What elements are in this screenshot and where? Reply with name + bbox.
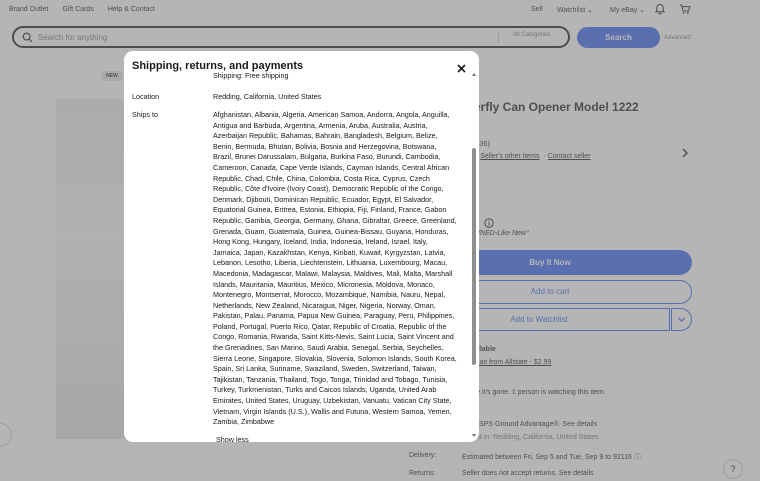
location-label: Location — [132, 92, 160, 101]
dialog-title: Shipping, returns, and payments — [132, 60, 304, 72]
shipping-cost: Shipping: Free shipping — [213, 71, 289, 80]
ships-to-label: Ships to — [132, 110, 158, 119]
ships-to-value: Afghanistan, Albania, Algeria, American Samoa, Andorra, Angola, Anguilla, Antigua and Barbuda, Argentina, Armenia, Aruba, Australia, Austria, Azerbaijan Republic, Bahamas, Bahrain, Bangladesh, Belgium, Belize, Benin, Bermuda, Bhutan, Bolivia, Bosnia and Herzegovina, Botswana, Brazil, Brunei Darussalam, Bulgaria, Burkina Faso, Burundi, Cambodia, Cameroon, Canada, Cape Verde Islands, Cayman Islands, Central African Republic, Chad, Chile, China, Colombia, Costa Rica, Cyprus, Czech Republic, Côte d'Ivoire (Ivory Coast), Democratic Republic of the Congo, Denmark, Djibouti, Dominican Republic, Ecuador, Egypt, El Salvador, Equatorial Guinea, Eritrea, Estonia, Ethiopia, Fiji, Finland, France, Gabon Republic, Gambia, Georgia, Germany, Ghana, Gibraltar, Greece, Greenland, Grenada, Guam, Guatemala, Guinea, Guinea-Bissau, Guyana, Honduras, Hong Kong, Hungary, Iceland, India, Indonesia, Ireland, Israel, Italy, Jamaica, Japan, Kazakhstan, Kenya, Kiribati, Kuwait, Kyrgyzstan, Latvia, Lebanon, Lesotho, Liberia, Liechtenstein, Lithuania, Luxembourg, Macau, Macedonia, Madagascar, Malawi, Malaysia, Maldives, Mali, Malta, Marshall Islands, Mauritania, Mauritius, Mexico, Micronesia, Moldova, Monaco, Montenegro, Montserrat, Morocco, Mozambique, Namibia, Nauru, Nepal, Netherlands, New Zealand, Nicaragua, Niger, Nigeria, Norway, Oman, Pakistan, Palau, Panama, Papua New Guinea, Paraguay, Peru, Philippines, Poland, Portugal, Puerto Rico, Qatar, Republic of Croatia, Republic of the Congo, Romania, Rwanda, Saint Kitts-Nevis, Saint Lucia, Saint Vincent and the Grenadines, San Marino, Saudi Arabia, Senegal, Serbia, Seychelles, Sierra Leone, Singapore, Slovakia, Slovenia, Solomon Islands, South Korea, Spain, Sri Lanka, Suriname, Swaziland, Sweden, Switzerland, Taiwan, Tajikistan, Tanzania, Thailand, Togo, Tonga, Trinidad and Tobago, Tunisia, Turkey, Turkmenistan, Turks and Caicos Islands, Uganda, United Arab Emirates, United States, Uruguay, Uzbekistan, Vanuatu, Vatican City State, Vietnam, Virgin Islands (U.S.), Wallis and Futuna, Western Samoa, Yemen, Zambia, Zimbabwe — [213, 110, 457, 427]
show-less-link[interactable]: Show less — [216, 435, 249, 442]
dialog-content[interactable] — [124, 71, 472, 442]
scroll-down-arrow-icon[interactable] — [472, 434, 476, 437]
scroll-thumb[interactable] — [472, 148, 476, 365]
shipping-returns-payments-dialog — [124, 51, 479, 442]
location-value: Redding, California, United States — [213, 92, 322, 101]
scroll-up-arrow-icon[interactable] — [472, 73, 476, 76]
dialog-scrollbar[interactable] — [471, 71, 477, 442]
